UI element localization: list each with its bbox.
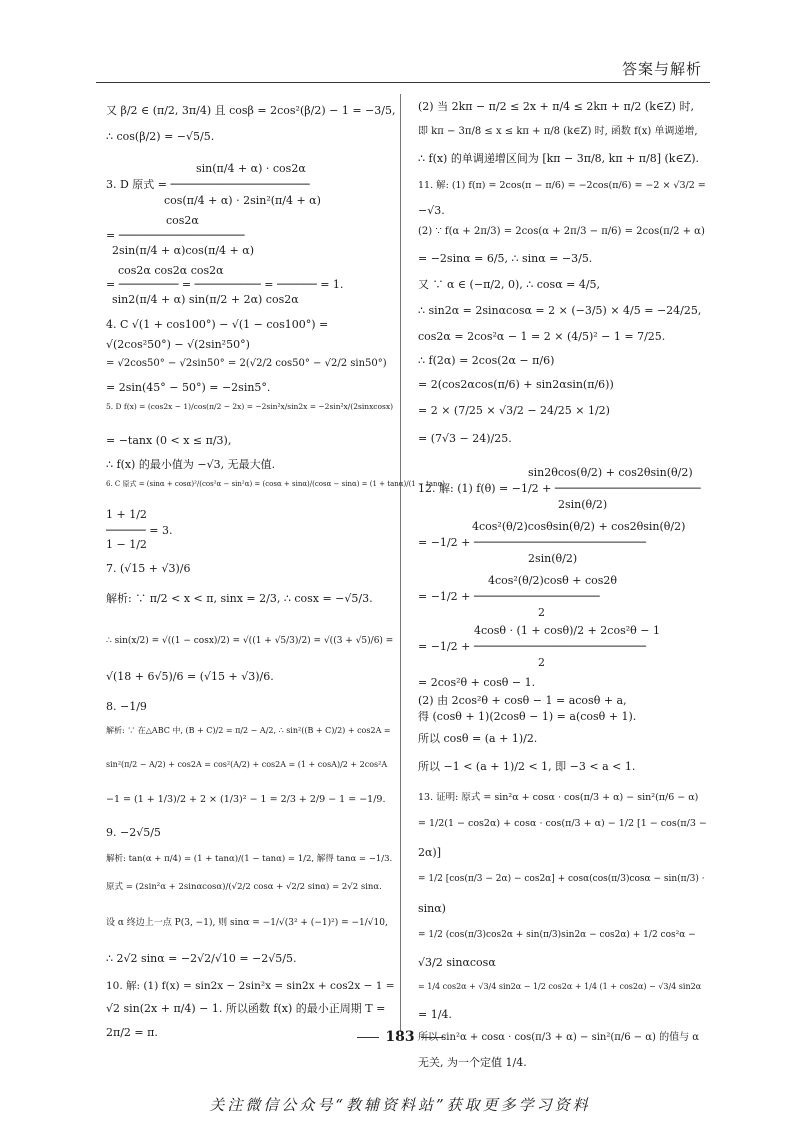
solution-line: 8. −1/9 — [106, 700, 147, 713]
solution-line: (2) 当 2kπ − π/2 ≤ 2x + π/4 ≤ 2kπ + π/2 (k∈Z) 时, — [418, 100, 694, 113]
solution-line: = 2sin(45° − 50°) = −2sin5°. — [106, 381, 271, 394]
solution-line: −1 = (1 + 1/3)/2 + 2 × (1/3)² − 1 = 2/3 + 2/9 − 1 = −1/9. — [106, 794, 386, 805]
solution-line: ∴ f(2α) = 2cos(2α − π/6) — [418, 354, 555, 367]
page-number-dash-right — [421, 1037, 443, 1038]
footer-watermark-text: 关注微信公众号“教辅资料站”获取更多学习资料 — [209, 1096, 591, 1114]
solution-line: √(18 + 6√5)/6 = (√15 + √3)/6. — [106, 670, 274, 683]
solution-line: ∴ 2√2 sinα = −2√2/√10 = −2√5/5. — [106, 952, 297, 965]
solution-line: 1 − 1/2 — [106, 538, 147, 551]
solution-line: = −1/2 + ────────────────────────── — [418, 640, 647, 653]
page-number-value: 183 — [385, 1029, 415, 1045]
solution-line: 11. 解: (1) f(π) = 2cos(π − π/6) = −2cos(π/6) = −2 × √3/2 = — [418, 180, 706, 191]
solution-line: = 2cos²θ + cosθ − 1. — [418, 676, 536, 689]
solution-line: = −1/2 + ─────────────────── — [418, 590, 600, 603]
solution-line: 4. C √(1 + cos100°) − √(1 − cos100°) = — [106, 318, 329, 331]
solution-line: = 1/4 cos2α + √3/4 sin2α − 1/2 cos2α + 1/4 (1 + cos2α) − √3/4 sin2α — [418, 982, 702, 991]
solution-line: √3/2 sinαcosα — [418, 956, 496, 969]
solution-line: = −2sinα = 6/5, ∴ sinα = −3/5. — [418, 252, 593, 265]
solution-line: ∴ f(x) 的单调递增区间为 [kπ − 3π/8, kπ + π/8] (k∈Z). — [418, 152, 700, 165]
solution-line: 2 — [538, 606, 545, 619]
solution-line: 4cosθ · (1 + cosθ)/2 + 2cos²θ − 1 — [474, 624, 660, 637]
solution-line: 解析: ∵ 在△ABC 中, (B + C)/2 = π/2 − A/2, ∴ sin²((B + C)/2) + cos2A = — [106, 726, 391, 735]
solution-line: 4cos²(θ/2)cosθsin(θ/2) + cos2θsin(θ/2) — [472, 520, 686, 533]
solution-line: = 1/2(1 − cos2α) + cosα · cos(π/3 + α) − 1/2 [1 − cos(π/3 − — [418, 818, 707, 829]
solution-line: ────── = 3. — [106, 524, 173, 537]
page-number-dash-left — [357, 1037, 379, 1038]
solution-line: = 1/4. — [418, 1008, 452, 1021]
solution-line: = 2 × (7/25 × √3/2 − 24/25 × 1/2) — [418, 404, 610, 417]
solution-line: ∴ cos(β/2) = −√5/5. — [106, 130, 215, 143]
solution-line: = 1/2 [cos(π/3 − 2α) − cos2α] + cosα(cos(π/3)cosα − sin(π/3) · — [418, 874, 705, 884]
solution-line: ∴ sin(x/2) = √((1 − cosx)/2) = √((1 + √5/3)/2) = √((3 + √5)/6) = — [106, 636, 394, 646]
solution-line: 解析: tan(α + π/4) = (1 + tanα)/(1 − tanα) = 1/2, 解得 tanα = −1/3. — [106, 854, 393, 864]
solution-line: 10. 解: (1) f(x) = sin2x − 2sin²x = sin2x + cos2x − 1 = — [106, 980, 395, 992]
page-header — [96, 56, 710, 83]
solution-line: 无关, 为一个定值 1/4. — [418, 1056, 527, 1069]
solution-line: 1 + 1/2 — [106, 508, 147, 521]
solution-line: 6. C 原式 = (sinα + cosα)²/(cos²α − sin²α) = (cosα + sinα)/(cosα − sinα) = (1 + tanα)/(1 − tanα) — [106, 480, 446, 488]
solution-line: cos2α = 2cos²α − 1 = 2 × (4/5)² − 1 = 7/25. — [418, 330, 666, 343]
solution-line: 得 (cosθ + 1)(2cosθ − 1) = a(cosθ + 1). — [418, 710, 637, 723]
solution-line: 2α)] — [418, 846, 442, 859]
solution-line: 所以 sin²α + cosα · cos(π/3 + α) − sin²(π/6 − α) 的值与 α — [418, 1032, 700, 1043]
solution-line: 2π/2 = π. — [106, 1026, 158, 1039]
solution-line: = 1/2 (cos(π/3)cos2α + sin(π/3)sin2α − cos2α) + 1/2 cos²α − — [418, 930, 696, 940]
solution-line: 3. D 原式 = ───────────────────── — [106, 178, 310, 191]
solution-line: = ───────── = ────────── = ────── = 1. — [106, 278, 344, 291]
solution-line: √2 sin(2x + π/4) − 1. 所以函数 f(x) 的最小正周期 T = — [106, 1002, 386, 1015]
solution-line: 4cos²(θ/2)cosθ + cos2θ — [488, 574, 618, 587]
solution-line: 即 kπ − 3π/8 ≤ x ≤ kπ + π/8 (k∈Z) 时, 函数 f(x) 单调递增, — [418, 126, 698, 137]
page-number — [0, 1029, 800, 1045]
solution-line: 2sin(θ/2) — [558, 498, 608, 511]
solution-line: 13. 证明: 原式 = sin²α + cosα · cos(π/3 + α) − sin²(π/6 − α) — [418, 792, 699, 803]
solution-line: cos2α cos2α cos2α — [118, 264, 224, 277]
solution-line: 解析: ∵ π/2 < x < π, sinx = 2/3, ∴ cosx = −√5/3. — [106, 592, 373, 605]
solution-line: = √2cos50° − √2sin50° = 2(√2/2 cos50° − √2/2 sin50°) — [106, 358, 387, 369]
solution-line: 又 β/2 ∈ (π/2, 3π/4) 且 cosβ = 2cos²(β/2) − 1 = −3/5, — [106, 104, 396, 117]
solution-line: 2 — [538, 656, 545, 669]
solution-line: = 2(cos2αcos(π/6) + sin2αsin(π/6)) — [418, 378, 614, 391]
solution-line: (2) 由 2cos²θ + cosθ − 1 = acosθ + a, — [418, 694, 627, 707]
solution-line: 又 ∵ α ∈ (−π/2, 0), ∴ cosα = 4/5, — [418, 278, 601, 291]
solution-line: = (7√3 − 24)/25. — [418, 432, 512, 445]
solution-line: = −tanx (0 < x ≤ π/3), — [106, 434, 232, 447]
solution-line: 5. D f(x) = (cos2x − 1)/cos(π/2 − 2x) = −2sin²x/sin2x = −2sin²x/(2sinxcosx) — [106, 402, 394, 411]
solution-line: √(2cos²50°) − √(2sin²50°) — [106, 338, 250, 351]
solution-line: 9. −2√5/5 — [106, 826, 161, 839]
solution-line: 7. (√15 + √3)/6 — [106, 562, 191, 575]
solution-line: sinα) — [418, 902, 446, 915]
solution-line: cos(π/4 + α) · 2sin²(π/4 + α) — [164, 194, 321, 207]
solution-line: sin(π/4 + α) · cos2α — [196, 162, 306, 175]
solution-line: 12. 解: (1) f(θ) = −1/2 + ────────────────────── — [418, 482, 701, 495]
solution-line: sin2θcos(θ/2) + cos2θsin(θ/2) — [528, 466, 693, 479]
solution-line: = −1/2 + ────────────────────────── — [418, 536, 647, 549]
solution-line: (2) ∵ f(α + 2π/3) = 2cos(α + 2π/3 − π/6) = 2cos(π/2 + α) — [418, 226, 705, 237]
solution-line: 所以 cosθ = (a + 1)/2. — [418, 732, 538, 745]
solution-line: ∴ f(x) 的最小值为 −√3, 无最大值. — [106, 458, 276, 471]
solution-line: 设 α 终边上一点 P(3, −1), 则 sinα = −1/√(3² + (−1)²) = −1/√10, — [106, 918, 388, 928]
solution-line: −√3. — [418, 204, 445, 217]
solution-line: 原式 = (2sin²α + 2sinαcosα)/(√2/2 cosα + √2/2 sinα) = 2√2 sinα. — [106, 882, 382, 892]
solution-line: 2sin(θ/2) — [528, 552, 578, 565]
header-title: 答案与解析 — [621, 60, 702, 78]
solution-line: sin2(π/4 + α) sin(π/2 + 2α) cos2α — [112, 293, 299, 306]
solution-line: 所以 −1 < (a + 1)/2 < 1, 即 −3 < a < 1. — [418, 760, 636, 773]
solution-line: 2sin(π/4 + α)cos(π/4 + α) — [112, 244, 254, 257]
solution-line: cos2α — [166, 214, 199, 227]
solution-line: sin²(π/2 − A/2) + cos2A = cos²(A/2) + cos2A = (1 + cosA)/2 + 2cos²A — [106, 760, 388, 769]
solution-line: = ─────────────────── — [106, 229, 245, 242]
column-divider — [400, 94, 401, 1032]
solution-line: ∴ sin2α = 2sinαcosα = 2 × (−3/5) × 4/5 = −24/25, — [418, 304, 702, 317]
